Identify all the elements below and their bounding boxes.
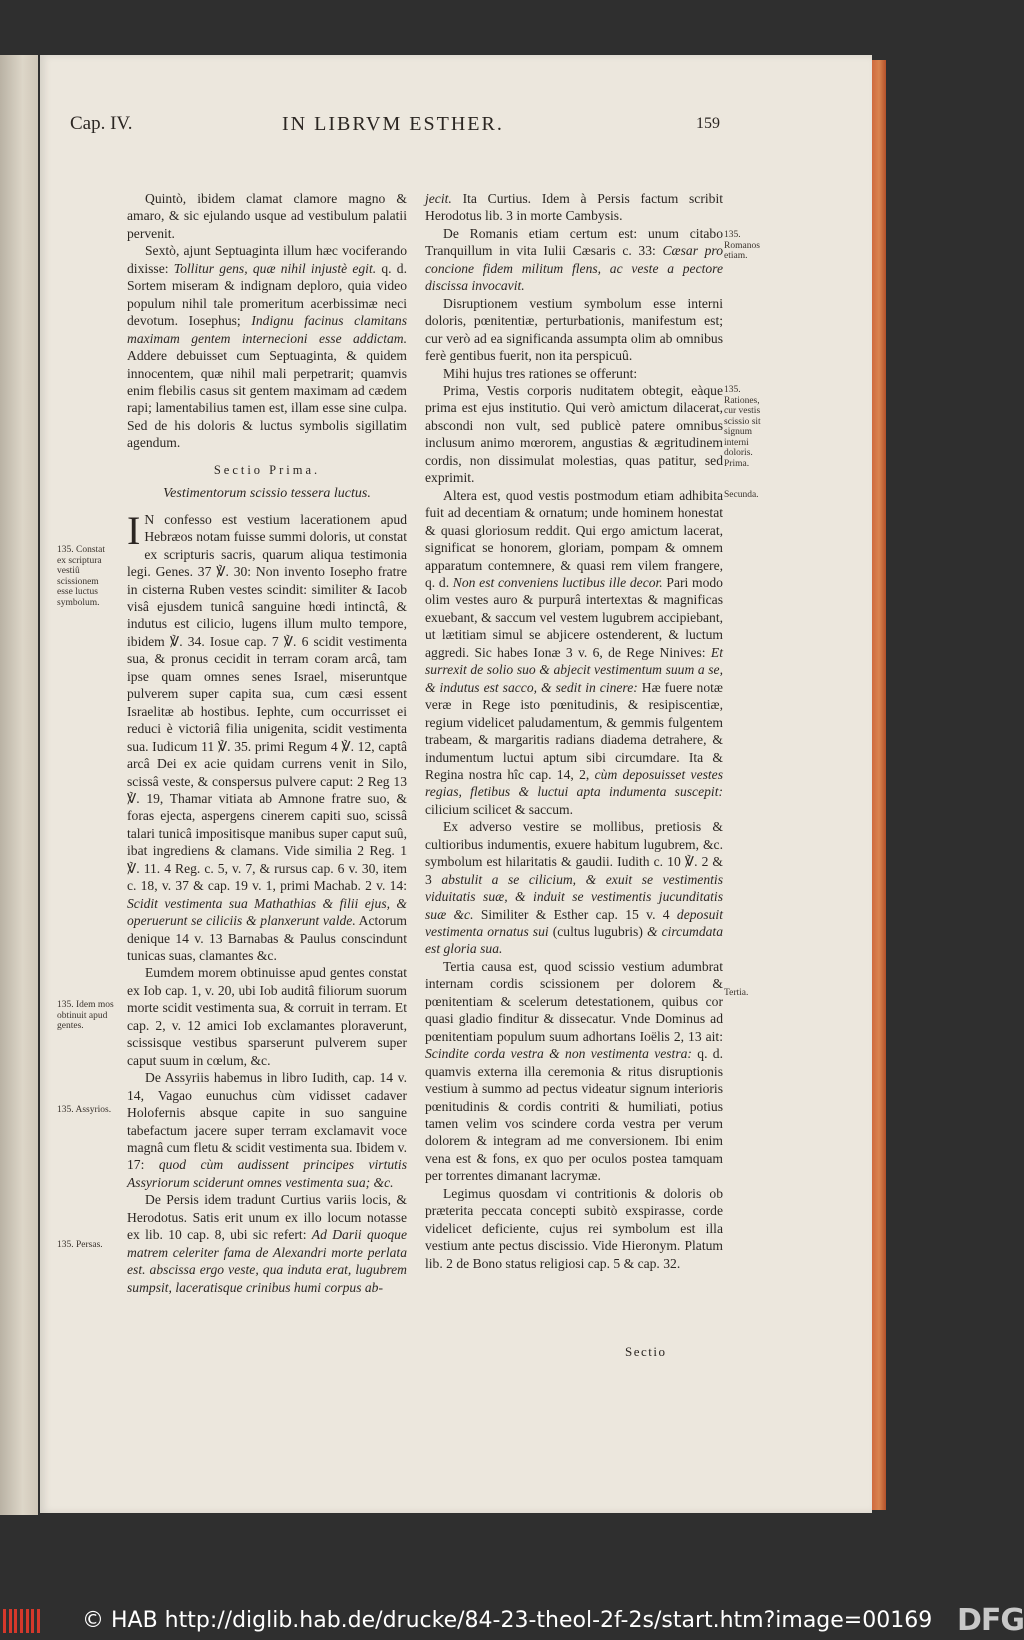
margin-note: Secunda. xyxy=(724,490,759,500)
paragraph: De Persis idem tradunt Curtius variis locis, & Herodotus. Satis erit unum ex illo locum notasse ex lib. 10 cap. 8, ubi sic refert: Ad Darii quoque matrem celeriter fama de Alexandri morte perlata est. abscissa ergo veste, qua induta erat, lugubrem sumpsit, laceratisque crinibus humi corpus ab- xyxy=(127,1192,407,1295)
paragraph: Tertia causa est, quod scissio vestium adumbrat internam cordis scissionem per dolorem & pœnitentiam & scelerum detestationem, quibus cor quasi gladio finditur & dissecatur. Vnde Dominus ad pœnitentiam populum suum adhortans Ioëlis 2, 13 ait: Scindite corda vestra & non vestimenta vestra: q. d. quamvis externa illa ceremonia & ritus disruptionis vestium à summo ad pectus videatur signum interioris pœnitudinis & cordis contriti & humiliati, potius tamen velim vos scindere corda vestra per verum dolorem & integram ad me conversionem. Ibi enim vena est & fons, ex quo per oculos postea tamquam per torrentes dimanant lacrymæ. xyxy=(425,958,723,1184)
running-title: IN LIBRVM ESTHER. xyxy=(282,113,504,135)
left-column xyxy=(127,190,407,1296)
paragraph: Altera est, quod vestis postmodum etiam adhibita fuit ad decentiam & ornatum; unde hominem honestat & quasi gloriosum reddit. Qui ergo amictum lacerat, significat se honorem, gloriam, pompam & omnem apparatum contemnere, & quasi rem vilem frangere, q. d. Non est conveniens luctibus ille decor. Pari modo olim vestes auro & purpurâ intertextas & magnificas exuebant, & saccum vel vestem lugubrem accipiebant, ut lætitiam simul se abjicere ostenderent, & luctum aggredi. Sic habes Ionæ 3 v. 6, de Rege Ninives: Et surrexit de solio suo & abjecit vestimentum suum a se, & indutus est sacco, & sedit in cinere: Hæ fuere notæ veræ in Rege isto pœnitudinis, & resipiscentiæ, regium videlicet paludamentum, & gemmis fulgentem trabeam, & margaritis radians diadema detrahere, & indumentum luctui aptum sibi circumdare. Ita & Regina nostra hîc cap. 14, 2, cùm deposuisset vestes regias, fletibus & luctui apta indumenta suscepit: cilicium scilicet & saccum. xyxy=(425,487,723,817)
section-subtitle: Vestimentorum scissio tessera luctus. xyxy=(163,486,371,502)
footer-bar xyxy=(0,1600,1024,1640)
margin-note: Tertia. xyxy=(724,988,749,998)
paragraph: Sextò, ajunt Septuaginta illum hæc vociferando dixisse: Tollitur gens, quæ nihil injustè egit. q. d. Sortem miseram & indignam deploro, quia video populum nihil tale promeritum acerbissimæ neci devotum. Iosephus; Indignu facinus clamitans maximam gentem internecioni esse addictam. Addere debuisset cum Septuaginta, & quidem innocentem, quæ nihil mali perpetrarit; quamvis enim flebilis casus sit gentem maximam ad cædem rapi; lamentabilius tamen est, illam esse sine culpa. Sed de his doloris & luctus symbolis sigillatim agendum. xyxy=(127,243,407,451)
paragraph: Ex adverso vestire se mollibus, pretiosis & cultioribus indumentis, exuere habitum lugubrem, &c. symbolum est hilaritatis & gaudii. Iudith c. 10 ℣. 2 & 3 abstulit a se cilicium, & exuit se vestimentis viduitatis suæ, & induit se vestimentis jucunditatis suæ &c. Similiter & Esther cap. 15 v. 4 deposuit vestimenta ornatus sui (cultus lugubris) & circumdata est gloria sua. xyxy=(425,819,723,957)
margin-note: 135. Romanos etiam. xyxy=(724,230,760,261)
paragraph: jecit. Ita Curtius. Idem à Persis factum scribit Herodotus lib. 3 in morte Cambysis. xyxy=(425,191,723,224)
paragraph: Prima, Vestis corporis nuditatem obtegit, eàque prima est ejus institutio. Qui verò amictum dilacerat, abscondi non vult, sed publicè patere omnibus inclusum animo mœrorem, angustias & ægritudinem cordis, non dissimulat molestias, quas patitur, sed exprimit. xyxy=(425,382,723,486)
barcode-icon xyxy=(3,1609,45,1633)
margin-note: 135. Assyrios. xyxy=(57,1105,112,1115)
paragraph: Mihi hujus tres rationes se offerunt: xyxy=(443,365,638,381)
right-column xyxy=(425,190,723,1272)
page-number: 159 xyxy=(696,115,720,132)
margin-note: 135. Persas. xyxy=(57,1240,103,1250)
left-page-edge xyxy=(0,55,38,1515)
paragraph: Eumdem morem obtinuisse apud gentes constat ex Iob cap. 1, v. 20, ubi Iob auditâ filiorum suorum morte scidit vestimenta sua, & corruit in terram. Et cap. 2, v. 12 amici Iob exclamantes ploraverunt, scissisque vestibus sparserunt pulverem super caput suum in cœlum, &c. xyxy=(127,965,407,1068)
paragraph: Legimus quosdam vi contritionis & doloris ob præterita peccata concepti subitò exspirasse, corde videlicet deficiente, cujus rei symbolum est illa vestium ante pectus discissio. Vide Hieronym. Platum lib. 2 de Bono status religiosi cap. 5 & cap. 32. xyxy=(425,1185,723,1271)
paragraph: I N confesso est vestium lacerationem apud Hebræos notam fuisse summi doloris, ut constat ex scripturis sacris, quarum aliqua testimonia legi. Genes. 37 ℣. 30: Non invento Iosepho fratre in cisterna Ruben vestes scindit: similiter & Iacob visâ ejusdem tunicâ sanguine hœdi intinctâ, & indutus est cilicio, lugens illum multo tempore, ibidem ℣. 34. Iosue cap. 7 ℣. 6 scidit vestimenta sua, & pronus cecidit in terram coram arcâ, tam ipse quam omnes senes Israel, miseruntque pulverem super capita sua, cum cæsi essent Israelitæ ab hostibus. Iephte, cum occurrisset ei reduci è victoriâ filia unigenita, scidit vestimenta sua. Iudicum 11 ℣. 35. primi Regum 4 ℣. 12, captâ arcâ Dei ex acie quidam currens venit in Silo, scissâ veste, & conspersus pulvere caput: 2 Reg 13 ℣. 19, Thamar vitiata ab Amnone fratre suo, & foras ejecta, aspergens cinerem capiti suo, scissâ talari tunicâ impositisque manibus super caput suû, ibat ingrediens & clamans. Vide similia 2 Reg. 1 ℣. 11. 4 Reg. c. 5, v. 7, & rursus cap. 6 v. 30, item c. 18, v. 37 & cap. 19 v. 1, primi Machab. 2 v. 14: Scidit vestimenta sua Mathathias & filii ejus, & operuerunt se ciliciis & planxerunt valde. Actorum denique 14 v. 13 Barnabas & Paulus conscindunt tunicas suas, clamantes &c. xyxy=(127,507,407,964)
running-header xyxy=(70,113,720,139)
margin-note: 135. Idem mos obtinuit apud gentes. xyxy=(57,1000,114,1031)
copyright-url[interactable]: © HAB http://diglib.hab.de/drucke/84-23-theol-2f-2s/start.htm?image=00169 xyxy=(82,1608,933,1633)
margin-note: 135. Rationes, cur vestis scissio sit signum interni doloris. Prima. xyxy=(724,385,761,469)
drop-cap: I xyxy=(127,507,141,553)
margin-note: 135. Constat ex scriptura vestiû scissionem esse luctus symbolum. xyxy=(57,545,106,608)
catchword: Sectio xyxy=(625,1344,667,1359)
page-fore-edge xyxy=(872,60,886,1510)
paragraph: De Romanis etiam certum est: unum citabo Tranquillum in vita Iulii Cæsaris c. 33: Cæsar pro concione fidem militum flens, ac veste a pectore discissa invocavit. xyxy=(425,225,724,294)
section-heading: Sectio Prima. xyxy=(213,462,321,477)
paragraph: De Assyriis habemus in libro Iudith, cap. 14 v. 14, Vagao eunuchus cùm vidisset cadaver Holofernis absque capite in suo sanguine tabefactum jacere super terram exclamavit voce magnâ cum fletu & scidit vestimenta sua. Ibidem v. 17: quod cùm audissent principes virtutis Assyriorum sciderunt omnes vestimenta sua; &c. xyxy=(127,1070,407,1190)
dfg-logo: DFG xyxy=(956,1603,1024,1638)
chapter-label: Cap. IV. xyxy=(70,113,133,134)
paragraph: Disruptionem vestium symbolum esse interni doloris, pœnitentiæ, perturbationis, manifestum est; cur verò ad ea significanda assumpta olim ab omnibus ferè gentibus fuerit, non ita perspicuû. xyxy=(425,295,723,364)
paragraph: Quintò, ibidem clamat clamore magno & amaro, & sic ejulando usque ad vestibulum palatii pervenit. xyxy=(127,191,407,241)
